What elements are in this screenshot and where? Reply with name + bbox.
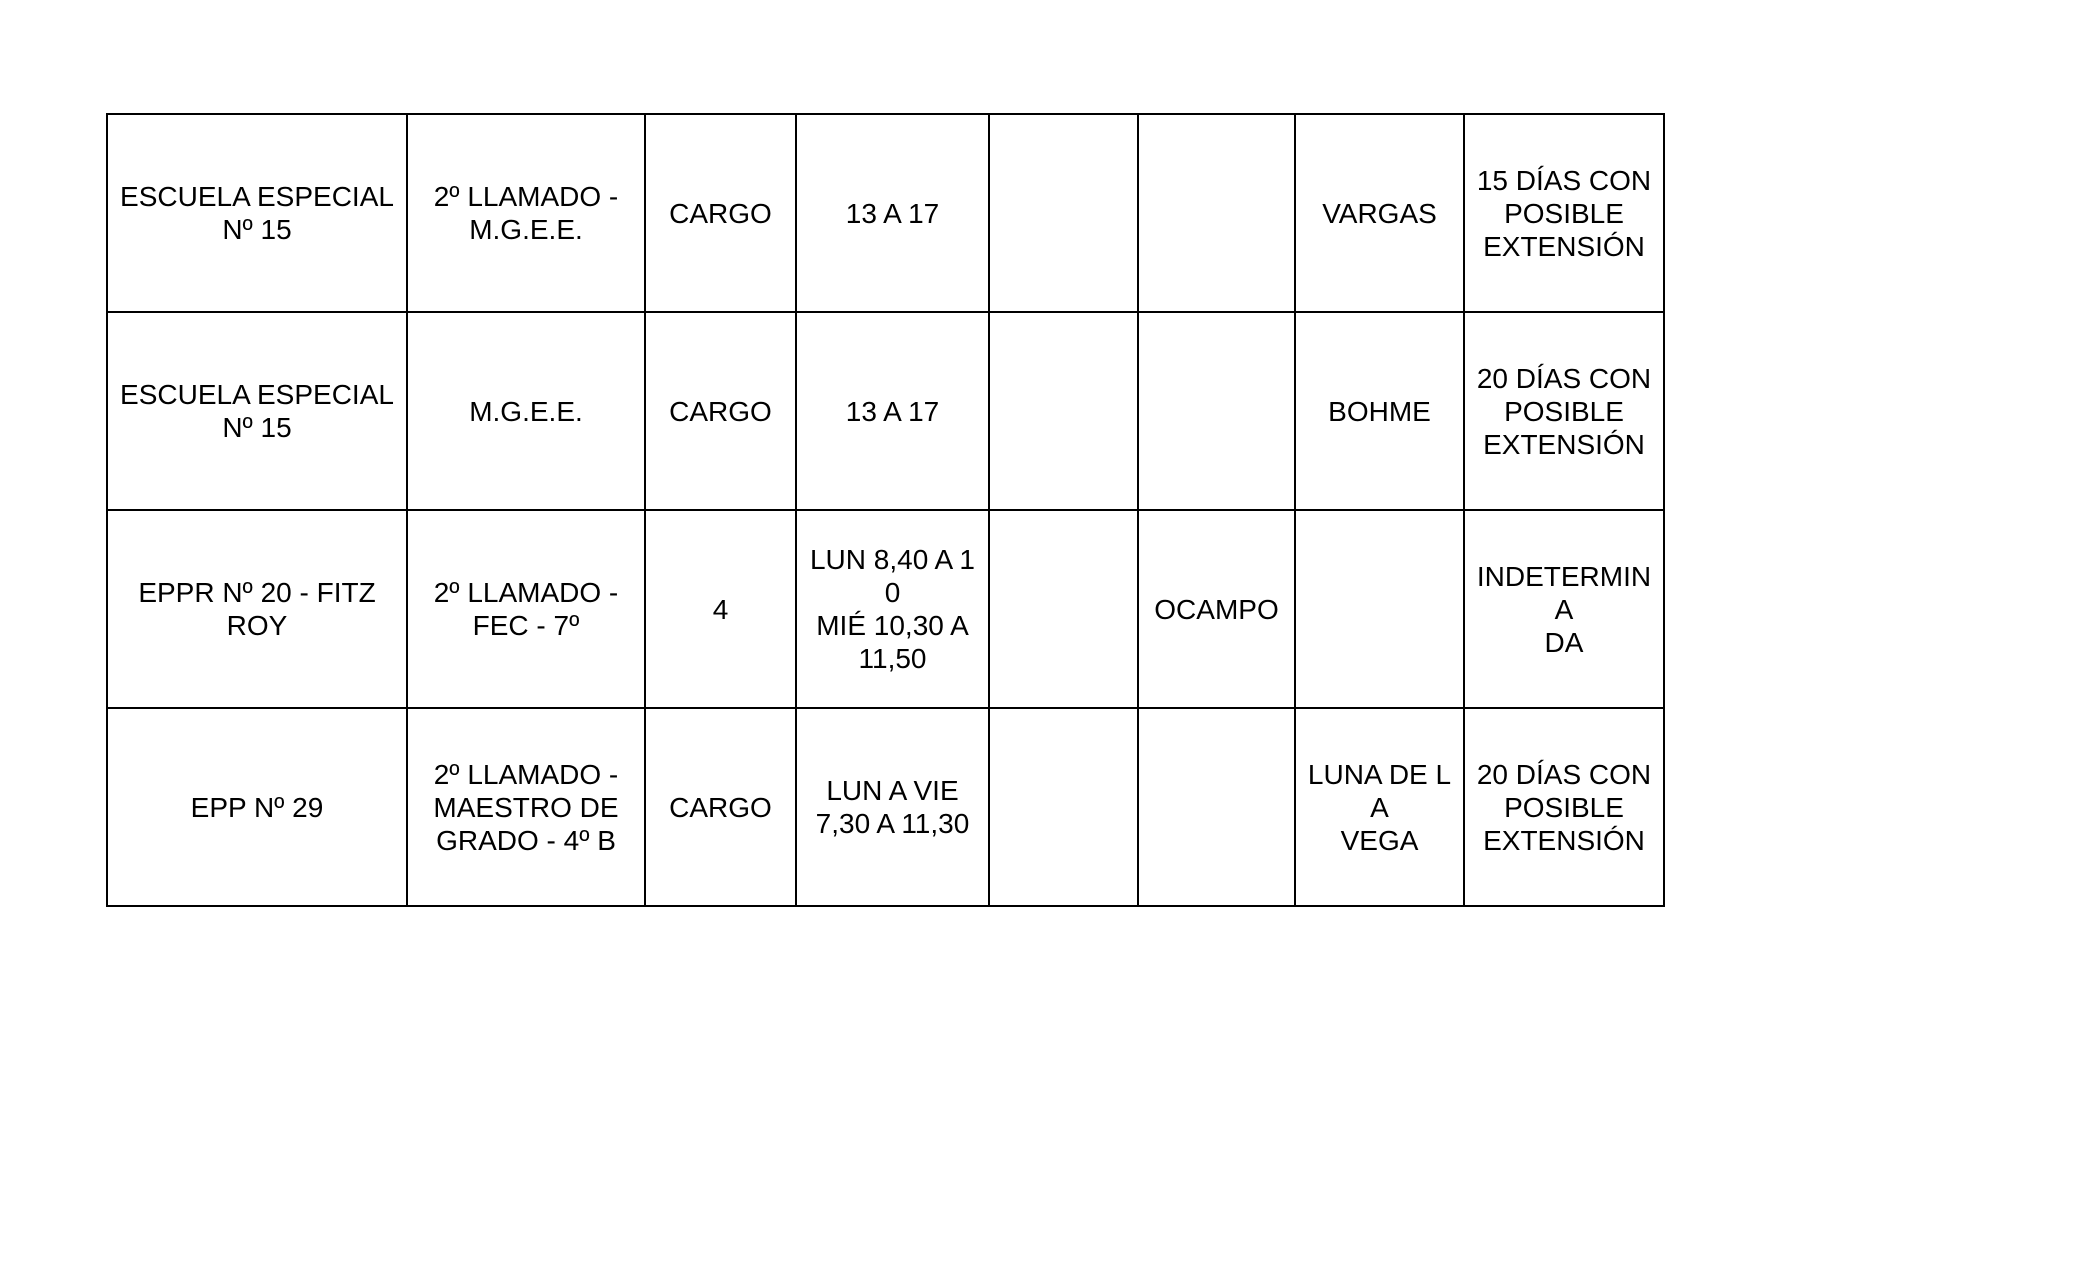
cell-col5 bbox=[989, 114, 1138, 312]
cell-type: 4 bbox=[645, 510, 796, 708]
cell-position: 2º LLAMADO - M.G.E.E. bbox=[407, 114, 645, 312]
cell-col5 bbox=[989, 708, 1138, 906]
cell-col7: VARGAS bbox=[1295, 114, 1464, 312]
cell-schedule: 13 A 17 bbox=[796, 114, 989, 312]
cell-col6 bbox=[1138, 708, 1295, 906]
cell-school: EPPR Nº 20 - FITZ ROY bbox=[107, 510, 407, 708]
table-row bbox=[107, 708, 1664, 906]
cell-col5 bbox=[989, 510, 1138, 708]
table-row bbox=[107, 114, 1664, 312]
cell-col5 bbox=[989, 312, 1138, 510]
cell-school: ESCUELA ESPECIAL Nº 15 bbox=[107, 114, 407, 312]
cell-col7: BOHME bbox=[1295, 312, 1464, 510]
cell-school: EPP Nº 29 bbox=[107, 708, 407, 906]
cell-col6: OCAMPO bbox=[1138, 510, 1295, 708]
table-row bbox=[107, 510, 1664, 708]
cell-duration: INDETERMINA DA bbox=[1464, 510, 1664, 708]
cell-col7: LUNA DE LA VEGA bbox=[1295, 708, 1464, 906]
cell-col6 bbox=[1138, 114, 1295, 312]
cell-position: M.G.E.E. bbox=[407, 312, 645, 510]
cell-duration: 20 DÍAS CON POSIBLE EXTENSIÓN bbox=[1464, 708, 1664, 906]
table-row bbox=[107, 312, 1664, 510]
cell-schedule: LUN A VIE 7,30 A 11,30 bbox=[796, 708, 989, 906]
cell-schedule: 13 A 17 bbox=[796, 312, 989, 510]
cell-col6 bbox=[1138, 312, 1295, 510]
vacancy-table bbox=[106, 113, 1665, 907]
cell-duration: 20 DÍAS CON POSIBLE EXTENSIÓN bbox=[1464, 312, 1664, 510]
cell-schedule: LUN 8,40 A 10 MIÉ 10,30 A 11,50 bbox=[796, 510, 989, 708]
cell-duration: 15 DÍAS CON POSIBLE EXTENSIÓN bbox=[1464, 114, 1664, 312]
cell-type: CARGO bbox=[645, 114, 796, 312]
cell-type: CARGO bbox=[645, 312, 796, 510]
cell-position: 2º LLAMADO - FEC - 7º bbox=[407, 510, 645, 708]
cell-position: 2º LLAMADO - MAESTRO DE GRADO - 4º B bbox=[407, 708, 645, 906]
cell-col7 bbox=[1295, 510, 1464, 708]
cell-school: ESCUELA ESPECIAL Nº 15 bbox=[107, 312, 407, 510]
cell-type: CARGO bbox=[645, 708, 796, 906]
